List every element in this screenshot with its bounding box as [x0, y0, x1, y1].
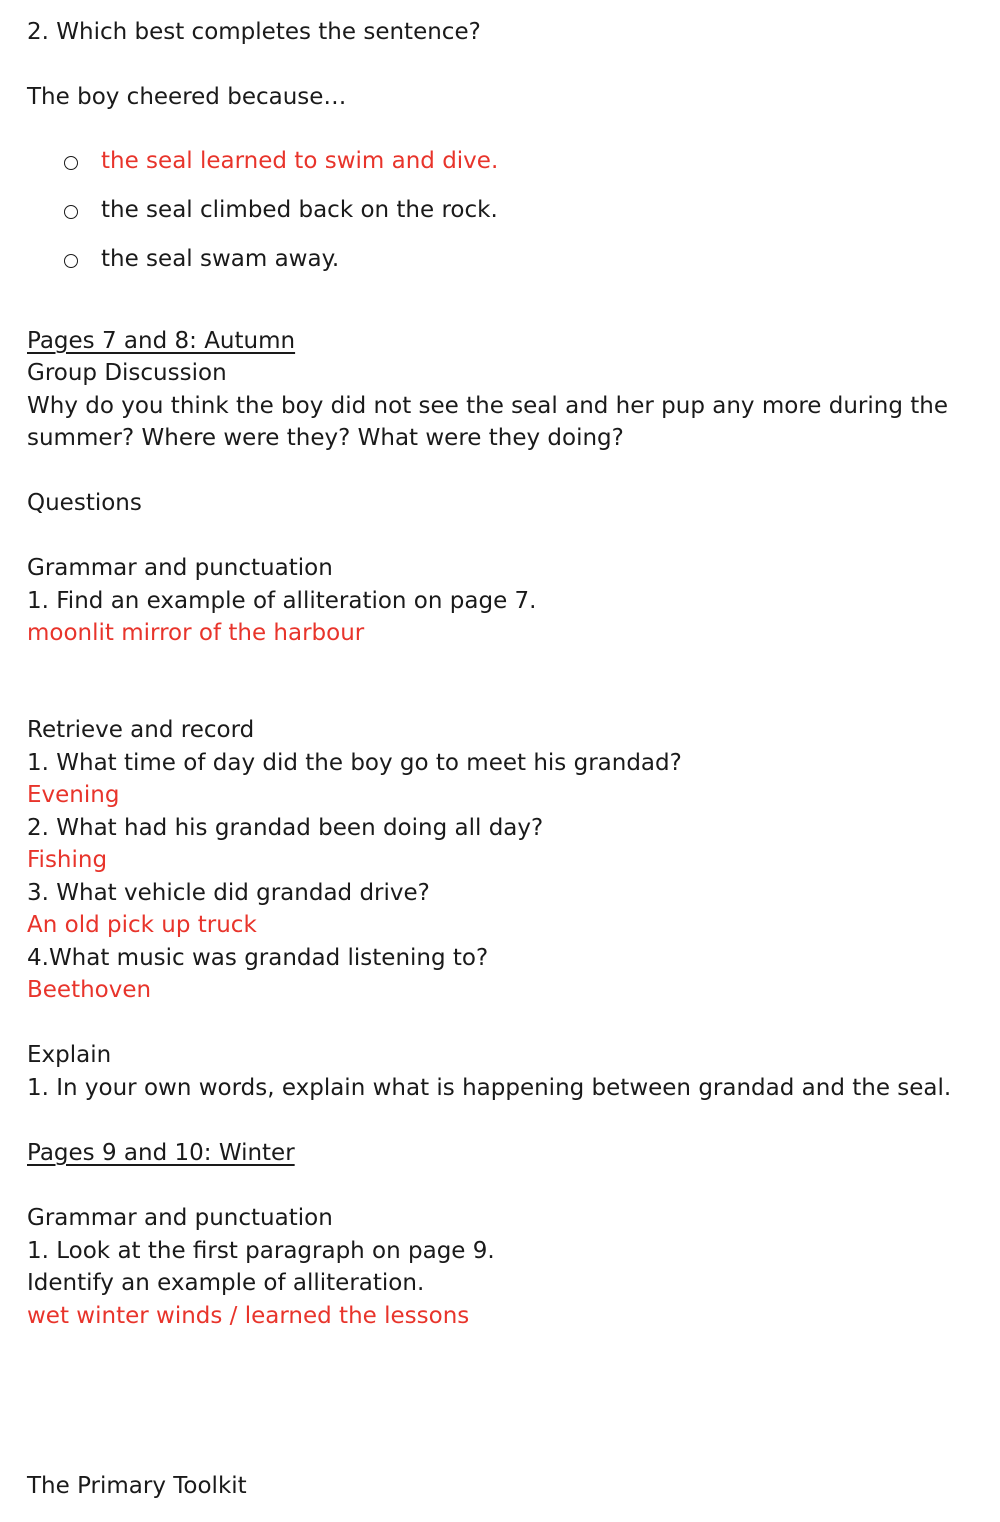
winter-grammar-question-1-cont: Identify an example of alliteration. — [27, 1270, 425, 1296]
option-bullet-icon — [64, 254, 78, 268]
option-bullet-icon — [64, 205, 78, 219]
option-3: the seal swam away. — [101, 246, 340, 272]
winter-grammar-question-1: 1. Look at the first paragraph on page 9. — [27, 1238, 495, 1264]
retrieve-answer-3: An old pick up truck — [27, 912, 257, 938]
group-discussion-text: Why do you think the boy did not see the seal and her pup any more during the summer? Where were they? What were they doing? — [27, 393, 948, 451]
question-2-stem: The boy cheered because… — [27, 84, 347, 110]
section-heading-winter: Pages 9 and 10: Winter — [27, 1140, 295, 1166]
retrieve-answer-2: Fishing — [27, 847, 108, 873]
group-discussion-label: Group Discussion — [27, 360, 227, 386]
question-2: 2. Which best completes the sentence? — [27, 19, 481, 45]
retrieve-heading: Retrieve and record — [27, 717, 255, 743]
grammar-question-1: 1. Find an example of alliteration on page 7. — [27, 588, 537, 614]
grammar-heading: Grammar and punctuation — [27, 555, 333, 581]
retrieve-question-4: 4.What music was grandad listening to? — [27, 945, 489, 971]
option-2: the seal climbed back on the rock. — [101, 197, 498, 223]
retrieve-question-2: 2. What had his grandad been doing all day? — [27, 815, 544, 841]
option-bullet-icon — [64, 156, 78, 170]
option-1-answer: the seal learned to swim and dive. — [101, 148, 499, 174]
retrieve-question-3: 3. What vehicle did grandad drive? — [27, 880, 430, 906]
explain-question-1: 1. In your own words, explain what is happening between grandad and the seal. — [27, 1075, 952, 1101]
questions-label: Questions — [27, 490, 142, 516]
retrieve-answer-1: Evening — [27, 782, 120, 808]
winter-grammar-answer-1: wet winter winds / learned the lessons — [27, 1303, 470, 1329]
retrieve-answer-4: Beethoven — [27, 977, 152, 1003]
grammar-answer-1: moonlit mirror of the harbour — [27, 620, 365, 646]
retrieve-question-1: 1. What time of day did the boy go to meet his grandad? — [27, 750, 682, 776]
explain-heading: Explain — [27, 1042, 112, 1068]
footer-brand: The Primary Toolkit — [27, 1473, 247, 1499]
winter-grammar-heading: Grammar and punctuation — [27, 1205, 333, 1231]
section-heading-autumn: Pages 7 and 8: Autumn — [27, 328, 296, 354]
